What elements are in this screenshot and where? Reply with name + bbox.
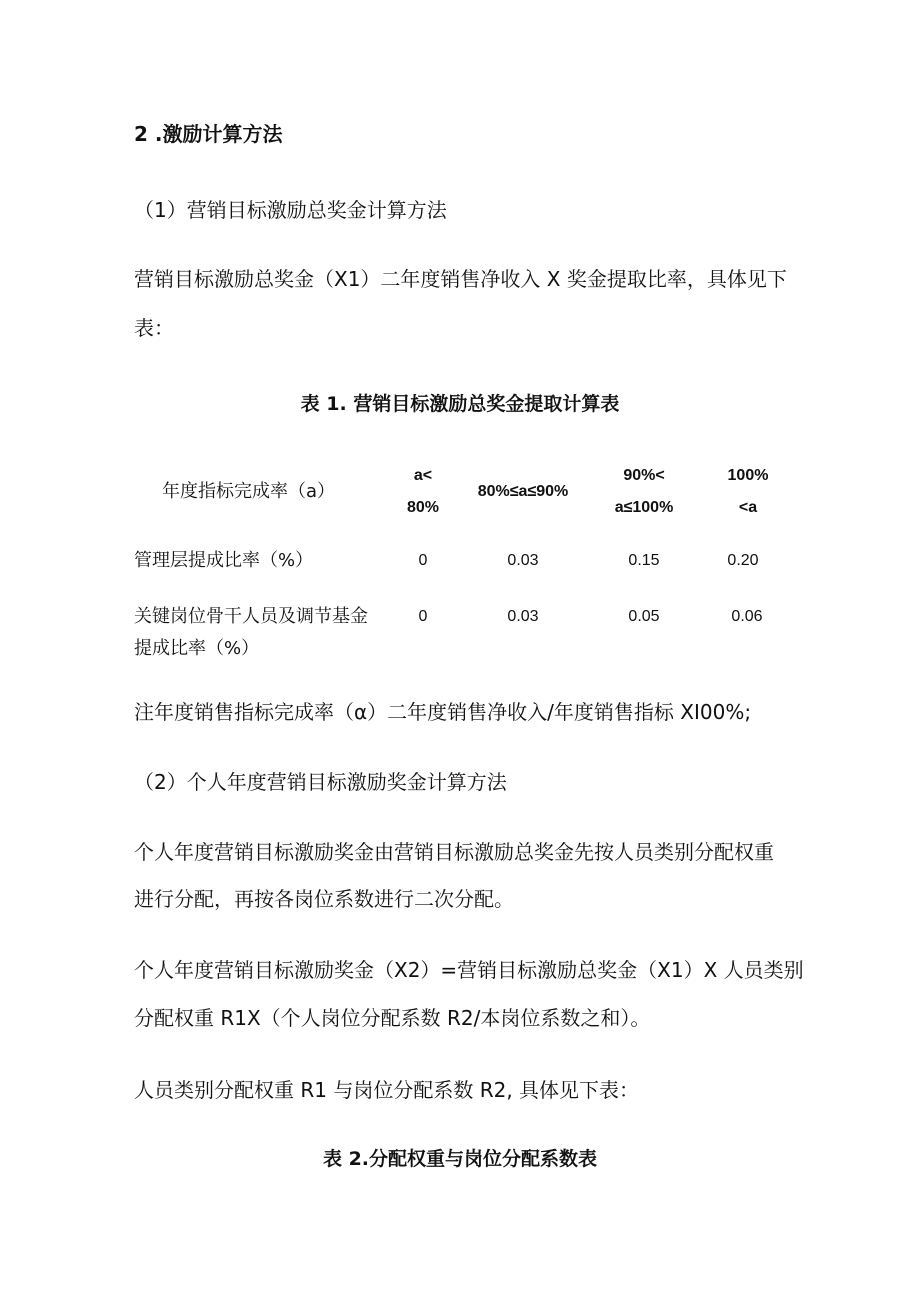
table-row-2-value-3: 0.05 <box>628 608 660 625</box>
table-row-1-value-3: 0.15 <box>628 552 660 569</box>
section-heading: 2 .激励计算方法 <box>134 122 283 146</box>
table-header-col-1: a< 80% <box>406 467 440 516</box>
formula-paragraph-line-1: 营销目标激励总奖金（X1）二年度销售净收入 X 奖金提取比率，具体见下 <box>134 267 787 291</box>
subsection-2-title: （2）个人年度营销目标激励奖金计算方法 <box>134 770 507 794</box>
table-row-1-value-2: 0.03 <box>507 552 539 569</box>
table-row-2-value-2: 0.03 <box>507 608 539 625</box>
table-1-title: 表 1. 营销目标激励总奖金提取计算表 <box>300 393 620 415</box>
table-row-2-label-line-2: 提成比率（%） <box>134 638 260 659</box>
formula-paragraph-line-2: 表： <box>134 316 174 340</box>
paragraph-2-line-1: 个人年度营销目标激励奖金（X2）=营销目标激励总奖金（X1）X 人员类别 <box>134 958 804 982</box>
table-row-1-value-4: 0.20 <box>727 552 759 569</box>
paragraph-1-line-1: 个人年度营销目标激励奖金由营销目标激励总奖金先按人员类别分配权重 <box>134 840 774 864</box>
table-row-2-label-line-1: 关键岗位骨干人员及调节基金 <box>134 606 368 627</box>
table-header-label: 年度指标完成率（a） <box>162 481 336 502</box>
table-header-col-2: 80%≤a≤90% <box>477 483 569 500</box>
table-2-title: 表 2.分配权重与岗位分配系数表 <box>322 1148 598 1170</box>
table-row-2-value-1: 0 <box>418 608 428 625</box>
note-paragraph: 注年度销售指标完成率（α）二年度销售净收入/年度销售指标 XI00%; <box>134 700 752 724</box>
table-row-2-value-4: 0.06 <box>731 608 763 625</box>
table-header-col-4: 100% <a <box>727 467 769 516</box>
table-row-1-value-1: 0 <box>418 552 428 569</box>
table-header-col-3: 90%< a≤100% <box>614 467 674 516</box>
paragraph-2-line-2: 分配权重 R1X（个人岗位分配系数 R2/本岗位系数之和）。 <box>134 1006 651 1030</box>
paragraph-3: 人员类别分配权重 R1 与岗位分配系数 R2, 具体见下表： <box>134 1078 640 1102</box>
table-row-1-label: 管理层提成比率（%） <box>134 550 314 571</box>
paragraph-1-line-2: 进行分配，再按各岗位系数进行二次分配。 <box>134 887 514 911</box>
subsection-1-title: （1）营销目标激励总奖金计算方法 <box>134 198 447 222</box>
